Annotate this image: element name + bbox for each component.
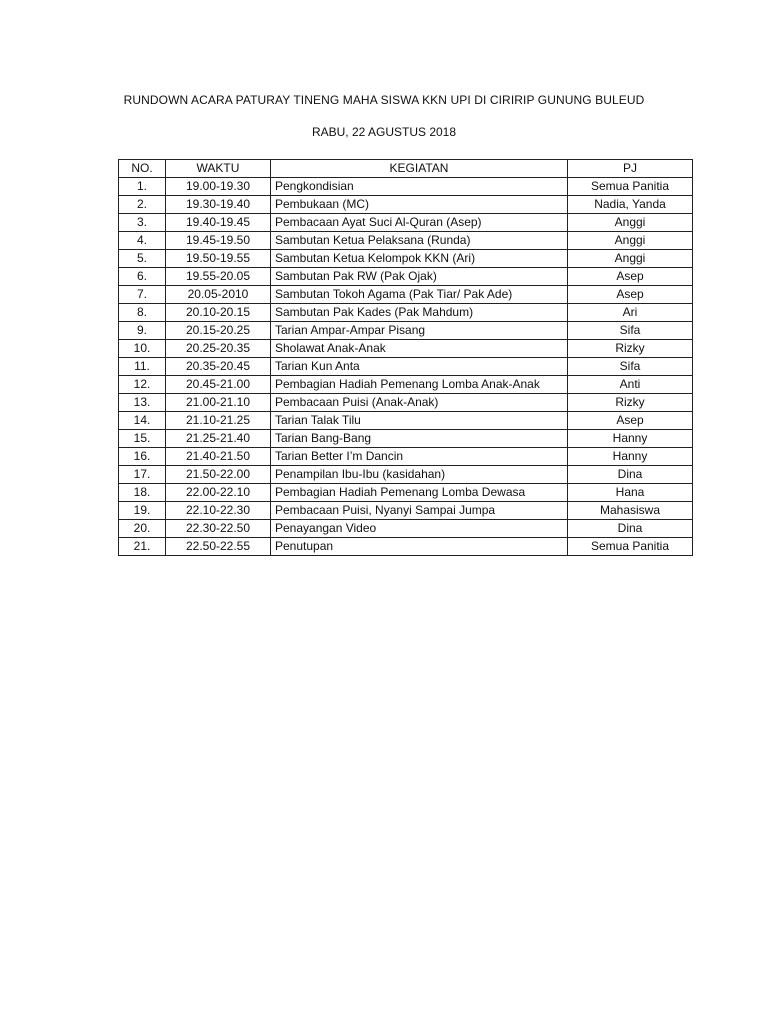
table-row — [119, 286, 693, 304]
cell-no: 20. — [119, 520, 166, 538]
cell-no: 19. — [119, 502, 166, 520]
cell-kegiatan: Sambutan Pak Kades (Pak Mahdum) — [271, 304, 568, 322]
table-row — [119, 340, 693, 358]
cell-waktu: 19.40-19.45 — [166, 214, 271, 232]
header-kegiatan: KEGIATAN — [271, 160, 568, 178]
table-row — [119, 430, 693, 448]
cell-no: 4. — [119, 232, 166, 250]
table-row — [119, 502, 693, 520]
cell-kegiatan: Sambutan Tokoh Agama (Pak Tiar/ Pak Ade) — [271, 286, 568, 304]
table-header-row — [119, 160, 693, 178]
cell-kegiatan: Penutupan — [271, 538, 568, 556]
table-row — [119, 178, 693, 196]
cell-pj: Hanny — [568, 448, 693, 466]
table-row — [119, 376, 693, 394]
cell-no: 2. — [119, 196, 166, 214]
cell-pj: Asep — [568, 286, 693, 304]
cell-kegiatan: Pembacaan Puisi, Nyanyi Sampai Jumpa — [271, 502, 568, 520]
cell-pj: Mahasiswa — [568, 502, 693, 520]
cell-waktu: 21.50-22.00 — [166, 466, 271, 484]
cell-kegiatan: Pembacaan Puisi (Anak-Anak) — [271, 394, 568, 412]
cell-kegiatan: Pembagian Hadiah Pemenang Lomba Anak-Anak — [271, 376, 568, 394]
cell-kegiatan: Sambutan Ketua Kelompok KKN (Ari) — [271, 250, 568, 268]
table-row — [119, 196, 693, 214]
table-row — [119, 304, 693, 322]
cell-waktu: 19.55-20.05 — [166, 268, 271, 286]
cell-waktu: 21.40-21.50 — [166, 448, 271, 466]
cell-pj: Sifa — [568, 358, 693, 376]
table-row — [119, 412, 693, 430]
cell-kegiatan: Pembukaan (MC) — [271, 196, 568, 214]
table-row — [119, 268, 693, 286]
header-pj: PJ — [568, 160, 693, 178]
cell-no: 6. — [119, 268, 166, 286]
cell-kegiatan: Tarian Kun Anta — [271, 358, 568, 376]
cell-pj: Hanny — [568, 430, 693, 448]
cell-no: 8. — [119, 304, 166, 322]
cell-kegiatan: Pengkondisian — [271, 178, 568, 196]
cell-pj: Asep — [568, 412, 693, 430]
cell-kegiatan: Tarian Ampar-Ampar Pisang — [271, 322, 568, 340]
cell-kegiatan: Sambutan Ketua Pelaksana (Runda) — [271, 232, 568, 250]
cell-waktu: 19.30-19.40 — [166, 196, 271, 214]
document-title: RUNDOWN ACARA PATURAY TINENG MAHA SISWA KKN UPI DI CIRIRIP GUNUNG BULEUD — [123, 93, 645, 107]
cell-kegiatan: Tarian Better I’m Dancin — [271, 448, 568, 466]
cell-no: 5. — [119, 250, 166, 268]
cell-no: 3. — [119, 214, 166, 232]
table-row — [119, 250, 693, 268]
cell-waktu: 22.50-22.55 — [166, 538, 271, 556]
cell-no: 12. — [119, 376, 166, 394]
cell-pj: Hana — [568, 484, 693, 502]
cell-waktu: 19.45-19.50 — [166, 232, 271, 250]
cell-no: 11. — [119, 358, 166, 376]
table-row — [119, 466, 693, 484]
table-body — [119, 178, 693, 556]
cell-pj: Asep — [568, 268, 693, 286]
cell-no: 1. — [119, 178, 166, 196]
cell-pj: Rizky — [568, 340, 693, 358]
cell-waktu: 20.05-2010 — [166, 286, 271, 304]
cell-waktu: 20.10-20.15 — [166, 304, 271, 322]
cell-kegiatan: Sholawat Anak-Anak — [271, 340, 568, 358]
cell-waktu: 20.25-20.35 — [166, 340, 271, 358]
cell-waktu: 21.10-21.25 — [166, 412, 271, 430]
rundown-table — [118, 159, 693, 556]
cell-kegiatan: Tarian Bang-Bang — [271, 430, 568, 448]
header-waktu: WAKTU — [166, 160, 271, 178]
table-row — [119, 394, 693, 412]
document-date: RABU, 22 AGUSTUS 2018 — [311, 125, 457, 139]
table-row — [119, 538, 693, 556]
cell-no: 9. — [119, 322, 166, 340]
cell-no: 14. — [119, 412, 166, 430]
cell-pj: Nadia, Yanda — [568, 196, 693, 214]
cell-no: 7. — [119, 286, 166, 304]
table-row — [119, 448, 693, 466]
cell-waktu: 21.00-21.10 — [166, 394, 271, 412]
header-no: NO. — [119, 160, 166, 178]
cell-waktu: 21.25-21.40 — [166, 430, 271, 448]
table-row — [119, 232, 693, 250]
cell-no: 13. — [119, 394, 166, 412]
cell-no: 17. — [119, 466, 166, 484]
cell-pj: Dina — [568, 466, 693, 484]
table-row — [119, 520, 693, 538]
cell-kegiatan: Tarian Talak Tilu — [271, 412, 568, 430]
cell-pj: Semua Panitia — [568, 178, 693, 196]
cell-waktu: 20.15-20.25 — [166, 322, 271, 340]
cell-no: 18. — [119, 484, 166, 502]
table-row — [119, 358, 693, 376]
cell-pj: Anggi — [568, 214, 693, 232]
cell-pj: Rizky — [568, 394, 693, 412]
cell-kegiatan: Pembacaan Ayat Suci Al-Quran (Asep) — [271, 214, 568, 232]
cell-waktu: 20.45-21.00 — [166, 376, 271, 394]
cell-no: 10. — [119, 340, 166, 358]
cell-pj: Anggi — [568, 232, 693, 250]
cell-waktu: 22.10-22.30 — [166, 502, 271, 520]
cell-no: 21. — [119, 538, 166, 556]
cell-pj: Sifa — [568, 322, 693, 340]
cell-waktu: 19.50-19.55 — [166, 250, 271, 268]
cell-pj: Anti — [568, 376, 693, 394]
cell-pj: Anggi — [568, 250, 693, 268]
cell-no: 15. — [119, 430, 166, 448]
cell-pj: Semua Panitia — [568, 538, 693, 556]
cell-pj: Dina — [568, 520, 693, 538]
cell-kegiatan: Sambutan Pak RW (Pak Ojak) — [271, 268, 568, 286]
cell-waktu: 20.35-20.45 — [166, 358, 271, 376]
cell-waktu: 22.00-22.10 — [166, 484, 271, 502]
cell-waktu: 19.00-19.30 — [166, 178, 271, 196]
table-row — [119, 214, 693, 232]
cell-kegiatan: Pembagian Hadiah Pemenang Lomba Dewasa — [271, 484, 568, 502]
cell-kegiatan: Penayangan Video — [271, 520, 568, 538]
table-row — [119, 322, 693, 340]
cell-kegiatan: Penampilan Ibu-Ibu (kasidahan) — [271, 466, 568, 484]
table-row — [119, 484, 693, 502]
cell-no: 16. — [119, 448, 166, 466]
cell-pj: Ari — [568, 304, 693, 322]
cell-waktu: 22.30-22.50 — [166, 520, 271, 538]
